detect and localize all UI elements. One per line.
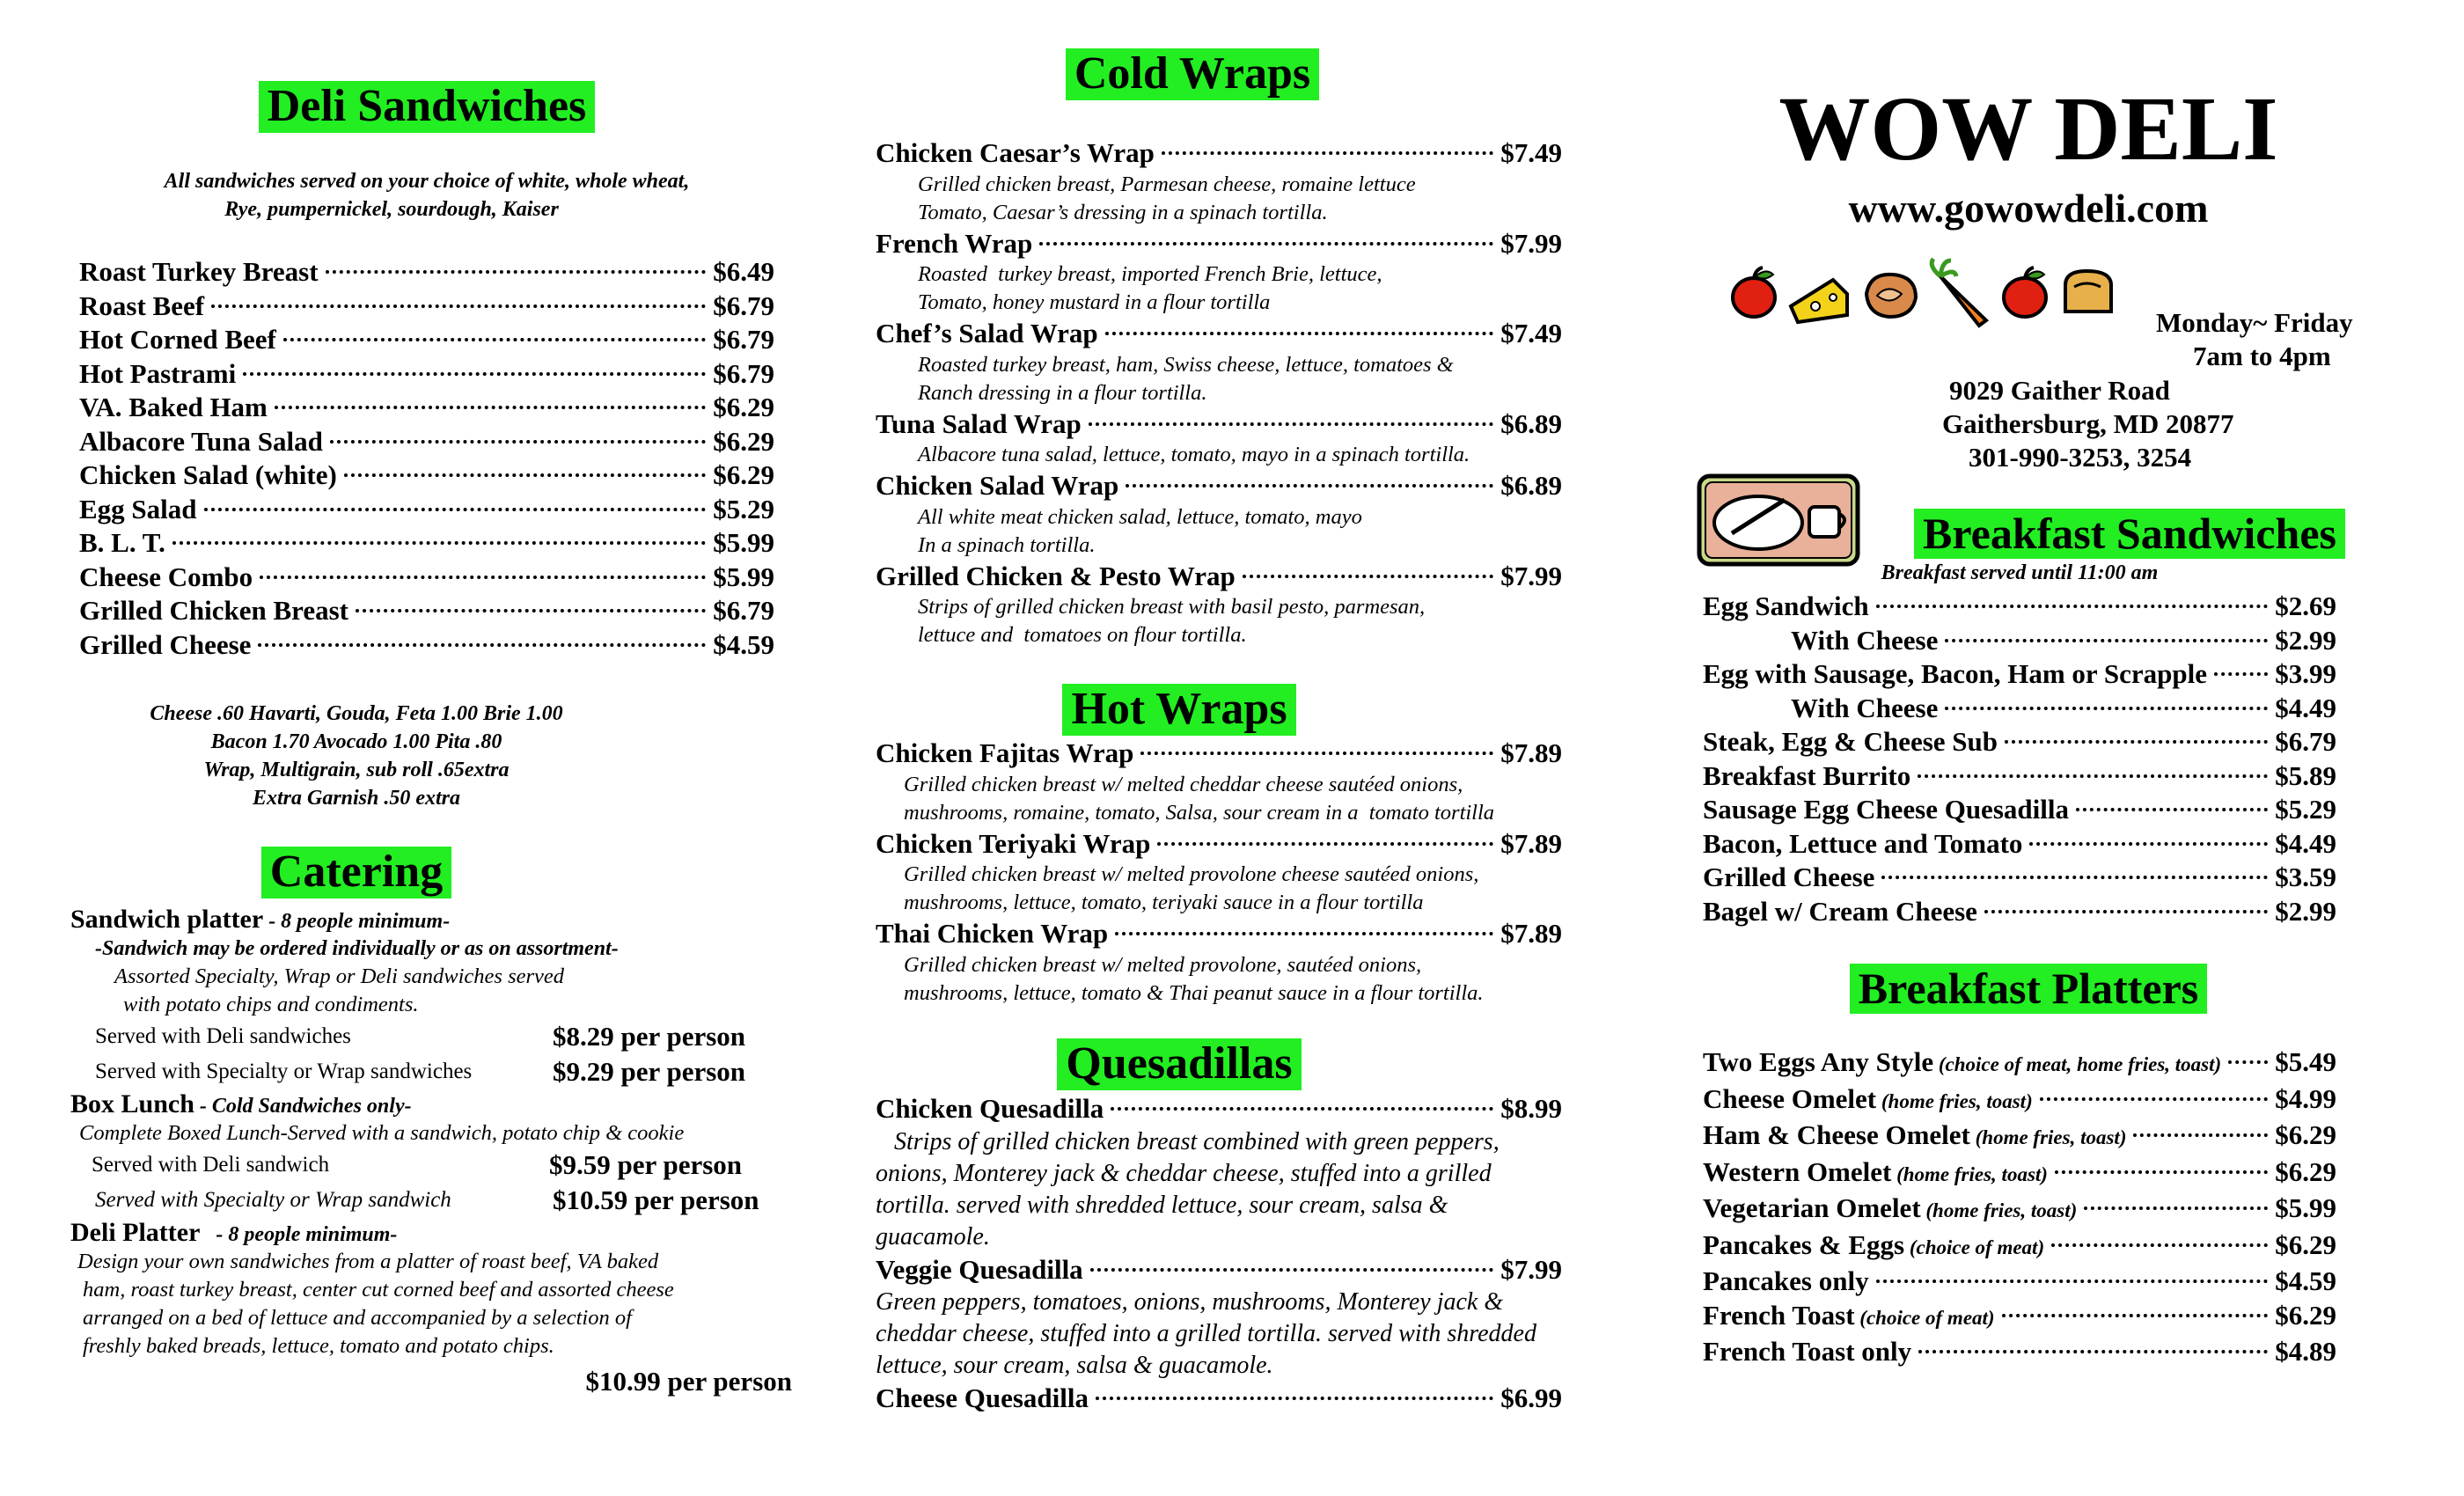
item-price: $6.29	[2275, 1299, 2336, 1331]
item-name	[876, 827, 1150, 862]
item-price: $7.89	[1500, 737, 1562, 768]
item-name	[1791, 624, 1938, 658]
item-description: mushrooms, lettuce, tomato, teriyaki sauce in a flour tortilla	[904, 891, 1424, 914]
item-name-text: Pancakes only	[1703, 1265, 1869, 1296]
platter-deli-label: Served with Deli sandwiches	[95, 1024, 351, 1048]
item-name-text: Egg with Sausage, Bacon, Ham or Scrapple	[1703, 658, 2207, 689]
breakfast-plate-icon	[1697, 473, 1860, 567]
item-name	[1703, 1045, 2221, 1082]
item-name	[79, 594, 348, 628]
item-description: All white meat chicken salad, lettuce, tomato, mayo	[918, 504, 1362, 529]
item-price: $4.59	[2275, 1265, 2336, 1296]
apple-icon	[1733, 268, 1775, 317]
item-name-text: Roast Beef	[79, 290, 205, 321]
item-price: $6.29	[2275, 1119, 2336, 1150]
breakfast-sandwich-item	[1703, 793, 2336, 827]
cold-wraps-heading: Cold Wraps	[1066, 48, 1319, 100]
leader-dots	[1140, 752, 1493, 755]
item-price: $6.99	[1500, 1382, 1562, 1413]
leader-dots	[1984, 910, 2268, 913]
quesadillas-heading: Quesadillas	[1057, 1038, 1301, 1090]
breakfast-sandwich-item	[1703, 725, 2336, 759]
item-price: $6.79	[713, 290, 774, 321]
item-note: (home fries, toast)	[1876, 1089, 2033, 1112]
leader-dots	[1918, 1350, 2268, 1353]
catering-heading: Catering	[261, 847, 451, 898]
leader-dots	[330, 440, 706, 444]
box-spec-price: $10.59 per person	[553, 1184, 759, 1215]
item-name	[79, 391, 268, 425]
leader-dots	[2002, 1314, 2269, 1317]
leader-dots	[1881, 876, 2268, 879]
item-price: $6.79	[713, 357, 774, 389]
deli-sandwich-list	[79, 255, 774, 662]
deli-sandwich-item	[79, 323, 774, 357]
item-price: $4.99	[2275, 1082, 2336, 1114]
deli-sandwich-item	[79, 357, 774, 392]
item-name	[876, 917, 1108, 951]
breakfast-sandwich-item	[1703, 657, 2336, 692]
item-price: $7.99	[1500, 227, 1562, 259]
platter-deli-price: $8.29 per person	[553, 1021, 746, 1052]
item-price: $6.29	[713, 459, 774, 490]
item-price: $4.49	[2275, 827, 2336, 859]
leader-dots	[258, 643, 706, 647]
breakfast-platter-item	[1703, 1335, 2336, 1369]
breakfast-platter-item	[1703, 1045, 2336, 1082]
deli-extras: Cheese .60 Havarti, Gouda, Feta 1.00 Brie 1.00 Bacon 1.70 Avocado 1.00 Pita .80 Wrap, Multigrain, sub roll .65extra Extra Garnish .50 extra	[150, 702, 563, 810]
leader-dots	[283, 338, 706, 341]
bread-icon	[2065, 271, 2111, 312]
quesadillas-list	[876, 1092, 1562, 1416]
item-name	[1703, 1082, 2033, 1119]
item-name	[876, 227, 1032, 261]
deli-sandwich-item	[79, 425, 774, 459]
item-price: $6.79	[713, 595, 774, 626]
item-price: $5.89	[2275, 759, 2336, 791]
breakfast-platter-item	[1703, 1228, 2336, 1265]
leader-dots	[2005, 740, 2268, 744]
hours: Monday~ Friday 7am to 4pm	[2156, 307, 2353, 371]
item-price: $6.29	[713, 392, 774, 422]
leader-dots	[1918, 774, 2268, 778]
item-name	[1703, 1192, 2077, 1228]
deli-sandwiches-heading: Deli Sandwiches	[259, 81, 596, 133]
item-note: (choice of meat, home fries, toast)	[1933, 1053, 2222, 1075]
deli-platter: Deli Platter - 8 people minimum-	[70, 1218, 398, 1247]
item-price: $4.49	[2275, 692, 2336, 723]
leader-dots	[1876, 1280, 2269, 1283]
item-name-text: Chicken Salad Wrap	[876, 470, 1119, 501]
item-name	[79, 425, 323, 459]
item-name	[1703, 1265, 1869, 1299]
item-name	[876, 136, 1155, 171]
item-name-text: Pancakes & Eggs	[1703, 1228, 1905, 1260]
leader-dots	[1945, 639, 2268, 642]
item-name-text: Thai Chicken Wrap	[876, 918, 1109, 949]
item-description: In a spinach tortilla.	[918, 532, 1096, 557]
hot-wrap-item	[876, 917, 1562, 951]
item-name	[876, 560, 1236, 594]
apple-icon	[2004, 268, 2046, 317]
item-name-text: Albacore Tuna Salad	[79, 425, 323, 457]
item-name-text: Two Eggs Any Style	[1703, 1046, 1934, 1077]
deli-platter-price: $10.99 per person	[585, 1366, 792, 1397]
item-name-text: Chicken Quesadilla	[876, 1093, 1104, 1124]
item-name-text: Western Omelet	[1703, 1155, 1892, 1187]
item-name-text: Chicken Fajitas Wrap	[876, 737, 1134, 768]
item-name-text: With Cheese	[1791, 624, 1939, 656]
leader-dots	[1115, 932, 1493, 935]
item-description: Roasted turkey breast, imported French Brie, lettuce,	[918, 262, 1382, 286]
deli-sandwich-item	[79, 628, 774, 663]
item-price: $4.89	[2275, 1336, 2336, 1367]
item-price: $6.29	[2275, 1155, 2336, 1187]
breakfast-sandwiches-list	[1703, 590, 2336, 928]
deli-sandwich-item	[79, 561, 774, 595]
item-name	[1703, 1299, 1995, 1336]
item-name	[79, 458, 337, 493]
cold-wrap-item	[876, 136, 1562, 171]
leader-dots	[2133, 1133, 2268, 1137]
platter-spec-price: $9.29 per person	[553, 1056, 746, 1087]
item-note: (home fries, toast)	[1969, 1126, 2127, 1148]
item-name	[876, 1253, 1083, 1287]
item-name-text: Chicken Salad (white)	[79, 459, 337, 490]
cold-wrap-item	[876, 407, 1562, 442]
leader-dots	[1157, 842, 1493, 846]
deli-sandwich-item	[79, 290, 774, 324]
item-name-text: Egg Salad	[79, 493, 197, 524]
box-spec-label: Served with Specialty or Wrap sandwich	[95, 1188, 451, 1212]
item-note: (choice of meat)	[1904, 1236, 2045, 1258]
item-name	[1703, 590, 1869, 624]
cold-wrap-item	[876, 469, 1562, 503]
item-note: (home fries, toast)	[1891, 1162, 2048, 1185]
item-name	[79, 526, 165, 561]
item-name-text: Hot Pastrami	[79, 357, 237, 389]
item-name-text: Bagel w/ Cream Cheese	[1703, 895, 1977, 927]
deli-sandwich-item	[79, 255, 774, 290]
item-name	[1703, 895, 1977, 929]
item-name-text: Tuna Salad Wrap	[876, 407, 1082, 439]
item-name-text: Vegetarian Omelet	[1703, 1192, 1921, 1223]
breakfast-note: Breakfast served until 11:00 am	[1881, 561, 2159, 584]
item-price: $5.99	[713, 561, 774, 592]
item-name-text: Bacon, Lettuce and Tomato	[1703, 827, 2023, 859]
item-name-text: French Toast	[1703, 1299, 1855, 1331]
item-price: $6.79	[713, 324, 774, 355]
item-description: Tomato, honey mustard in a flour tortilla	[918, 290, 1271, 314]
hot-wraps-heading: Hot Wraps	[1062, 684, 1295, 736]
item-name-text: Egg Sandwich	[1703, 590, 1869, 621]
item-name	[79, 357, 236, 392]
deli-sandwich-item	[79, 458, 774, 493]
leader-dots	[1876, 605, 2269, 608]
item-name	[876, 407, 1082, 442]
item-description: cheddar cheese, stuffed into a grilled tortilla. served with shredded	[876, 1320, 1536, 1347]
item-name	[79, 290, 204, 324]
leader-dots	[2029, 842, 2268, 846]
item-price: $2.99	[2275, 895, 2336, 927]
item-name-text: Cheese Quesadilla	[876, 1382, 1089, 1413]
leader-dots	[2084, 1206, 2268, 1210]
item-price: $7.99	[1500, 560, 1562, 591]
item-description: Albacore tuna salad, lettuce, tomato, mayo in a spinach tortilla.	[918, 443, 1470, 466]
leader-dots	[2214, 672, 2268, 676]
item-name-text: Roast Turkey Breast	[79, 256, 319, 287]
item-note: (home fries, toast)	[1920, 1199, 2078, 1221]
item-price: $3.59	[2275, 862, 2336, 892]
leader-dots	[344, 473, 706, 477]
box-deli-label: Served with Deli sandwich	[92, 1153, 330, 1177]
item-name	[79, 561, 253, 595]
leader-dots	[1039, 242, 1493, 246]
breakfast-platter-item	[1703, 1265, 2336, 1299]
item-name	[1703, 1155, 2048, 1192]
item-name-text: Cheese Omelet	[1703, 1082, 1877, 1114]
leader-dots	[1945, 707, 2268, 710]
breakfast-sandwich-item	[1703, 624, 2336, 658]
item-price: $7.99	[1500, 1253, 1562, 1285]
brand-website: www.gowowdeli.com	[1848, 186, 2209, 231]
item-name	[876, 317, 1098, 351]
leader-dots	[2051, 1243, 2268, 1247]
item-name-text: Chicken Teriyaki Wrap	[876, 827, 1151, 859]
sandwich-platter: Sandwich platter - 8 people minimum-	[70, 905, 451, 934]
item-name	[876, 1092, 1104, 1126]
item-price: $2.99	[2275, 624, 2336, 656]
item-price: $7.89	[1500, 827, 1562, 859]
platter-spec-label: Served with Specialty or Wrap sandwiches	[95, 1060, 473, 1083]
item-name-text: Veggie Quesadilla	[876, 1253, 1083, 1285]
leader-dots	[2040, 1097, 2269, 1101]
deli-sandwich-item	[79, 493, 774, 527]
item-price: $7.49	[1500, 318, 1562, 348]
leader-dots	[260, 576, 706, 579]
item-name	[1791, 692, 1938, 726]
item-name	[876, 469, 1118, 503]
deli-sandwich-item	[79, 391, 774, 425]
breakfast-platter-item	[1703, 1155, 2336, 1192]
item-name	[1703, 1228, 2044, 1265]
item-price: $7.49	[1500, 137, 1562, 168]
cold-wraps-list	[876, 136, 1562, 649]
breakfast-sandwich-item	[1703, 827, 2336, 862]
leader-dots	[275, 406, 706, 409]
leader-dots	[356, 609, 706, 612]
item-price: $5.29	[2275, 794, 2336, 825]
item-price: $8.99	[1500, 1093, 1562, 1124]
leader-dots	[1126, 484, 1493, 488]
item-description: Grilled chicken breast w/ melted cheddar cheese sautéed onions,	[904, 772, 1463, 796]
item-price: $5.29	[713, 493, 774, 524]
item-name-text: Steak, Egg & Cheese Sub	[1703, 726, 1998, 757]
item-note: (choice of meat)	[1854, 1306, 1995, 1329]
item-price: $6.79	[2275, 726, 2336, 757]
item-price: $6.29	[2275, 1228, 2336, 1260]
catering-section: Sandwich platter - 8 people minimum- -Sandwich may be ordered individually or as on assortment- Assorted Specialty, Wrap or Deli sandwiches served with potato chips and condiments. Served with Deli sandwiches $8.29 per person Served with Specialty or Wrap sandwiches $9.29 per person Box Lunch - Cold Sandwiches only- Complete Boxed Lunch-Served with a sandwich, potato chip & cookie Served with Deli sandwich $9.59 per person Served with Specialty or Wrap sandwich $10.59 per person Deli Platter - 8 people minimum- Design your own sandwiches from a platter of roast beef, VA baked ham, roast turkey breast, center cut corned beef and assorted cheese arranged on a bed of lettuce and accompanied by a selection of freshly baked breads, lettuce, tomato and potato chips. $10.99 per person	[70, 905, 792, 1397]
breakfast-sandwich-item	[1703, 692, 2336, 726]
breakfast-sandwiches-heading: Breakfast Sandwiches	[1914, 509, 2345, 559]
item-price: $7.89	[1500, 918, 1562, 949]
item-price: $2.69	[2275, 590, 2336, 621]
deli-sandwich-item	[79, 594, 774, 628]
item-name-text: French Toast only	[1703, 1336, 1912, 1367]
item-name	[1703, 759, 1910, 794]
item-name	[1703, 1118, 2126, 1155]
item-name-text: VA. Baked Ham	[79, 392, 268, 422]
item-description: guacamole.	[876, 1222, 990, 1250]
item-price: $3.99	[2275, 658, 2336, 689]
leader-dots	[1096, 1397, 1493, 1400]
brand-title: WOW DELI	[1778, 78, 2278, 180]
breakfast-sandwich-item	[1703, 895, 2336, 929]
leader-dots	[2076, 808, 2268, 811]
quesadilla-item	[876, 1092, 1562, 1126]
breakfast-sandwich-item	[1703, 590, 2336, 624]
breakfast-sandwich-item	[1703, 759, 2336, 794]
item-price: $5.99	[713, 527, 774, 558]
leader-dots	[1089, 422, 1493, 426]
item-name-text: Sausage Egg Cheese Quesadilla	[1703, 794, 2069, 825]
hot-wraps-list	[876, 737, 1562, 1008]
item-description: Green peppers, tomatoes, onions, mushrooms, Monterey jack &	[876, 1288, 1504, 1316]
item-price: $5.49	[2275, 1046, 2336, 1077]
item-name-text: With Cheese	[1791, 692, 1939, 723]
leader-dots	[1090, 1268, 1494, 1272]
item-description: tortilla. served with shredded lettuce, sour cream, salsa &	[876, 1191, 1448, 1219]
hot-wrap-item	[876, 737, 1562, 771]
leader-dots	[2055, 1170, 2268, 1174]
item-description: mushrooms, lettuce, tomato & Thai peanut sauce in a flour tortilla.	[904, 980, 1484, 1005]
item-name-text: Grilled Cheese	[79, 628, 252, 660]
quesadilla-item	[876, 1253, 1562, 1287]
carrot-icon	[1932, 259, 1986, 326]
item-name-text: B. L. T.	[79, 527, 165, 558]
item-name	[1703, 793, 2069, 827]
item-name	[79, 323, 276, 357]
item-name-text: Chicken Caesar’s Wrap	[876, 137, 1155, 168]
item-price: $6.89	[1500, 470, 1562, 501]
item-name-text: Chef’s Salad Wrap	[876, 318, 1098, 348]
deli-sandwich-item	[79, 526, 774, 561]
item-name-text: Grilled Chicken Breast	[79, 595, 348, 626]
item-name	[1703, 725, 1998, 759]
item-name	[1703, 861, 1874, 895]
breakfast-platters-list	[1703, 1045, 2336, 1369]
deli-note: All sandwiches served on your choice of white, whole wheat, Rye, pumpernickel, sourdough, Kaiser	[164, 170, 690, 221]
box-deli-price: $9.59 per person	[549, 1149, 743, 1180]
cheese-icon	[1791, 280, 1847, 322]
leader-dots	[1105, 332, 1494, 335]
item-description: mushrooms, romaine, tomato, Salsa, sour cream in a tomato tortilla	[904, 800, 1495, 825]
item-name	[876, 1382, 1089, 1416]
item-name	[79, 255, 319, 290]
leader-dots	[172, 541, 706, 545]
item-name-text: Grilled Chicken & Pesto Wrap	[876, 560, 1236, 591]
item-description: Roasted turkey breast, ham, Swiss cheese, lettuce, tomatoes &	[918, 352, 1454, 377]
item-name	[876, 737, 1133, 771]
leader-dots	[211, 304, 706, 308]
item-description: lettuce and tomatoes on flour tortilla.	[918, 623, 1247, 647]
item-price: $6.49	[713, 256, 774, 287]
item-name-text: French Wrap	[876, 227, 1033, 259]
food-icons	[1720, 255, 2143, 334]
leader-dots	[1162, 151, 1493, 155]
item-description: Grilled chicken breast, Parmesan cheese, romaine lettuce	[918, 172, 1416, 196]
breakfast-platter-item	[1703, 1082, 2336, 1119]
item-description: Ranch dressing in a flour tortilla.	[918, 380, 1207, 405]
breakfast-platter-item	[1703, 1192, 2336, 1228]
item-description: Strips of grilled chicken breast combined with green peppers,	[876, 1127, 1500, 1155]
leader-dots	[1243, 575, 1494, 578]
cold-wrap-item	[876, 560, 1562, 594]
item-name	[1703, 657, 2207, 692]
item-name	[1703, 1335, 1911, 1369]
item-description: Strips of grilled chicken breast with basil pesto, parmesan,	[918, 595, 1426, 619]
cold-wrap-item	[876, 227, 1562, 261]
item-name-text: Hot Corned Beef	[79, 324, 276, 355]
quesadilla-item	[876, 1382, 1562, 1416]
item-price: $5.99	[2275, 1192, 2336, 1223]
breakfast-sandwich-item	[1703, 861, 2336, 895]
breakfast-platter-item	[1703, 1299, 2336, 1336]
address: 9029 Gaither Road Gaithersburg, MD 20877 301-990-3253, 3254	[1942, 375, 2234, 473]
item-name-text: Breakfast Burrito	[1703, 759, 1911, 791]
item-description: Grilled chicken breast w/ melted provolone cheese sautéed onions,	[904, 862, 1479, 886]
box-lunch: Box Lunch - Cold Sandwiches only-	[70, 1089, 412, 1118]
item-description: lettuce, sour cream, salsa & guacamole.	[876, 1352, 1273, 1379]
leader-dots	[243, 372, 706, 376]
item-name	[79, 628, 251, 663]
leader-dots	[1111, 1107, 1493, 1111]
hot-wrap-item	[876, 827, 1562, 862]
item-price: $6.89	[1500, 407, 1562, 439]
cold-wrap-item	[876, 317, 1562, 351]
leader-dots	[204, 508, 707, 511]
item-name-text: Grilled Cheese	[1703, 862, 1875, 892]
item-description: onions, Monterey jack & cheddar cheese, stuffed into a grilled	[876, 1159, 1492, 1187]
item-price: $6.29	[713, 425, 774, 457]
ham-icon	[1866, 275, 1916, 317]
leader-dots	[326, 270, 707, 274]
breakfast-platters-heading: Breakfast Platters	[1850, 964, 2207, 1014]
item-description: Grilled chicken breast w/ melted provolone, sautéed onions,	[904, 952, 1422, 977]
breakfast-platter-item	[1703, 1118, 2336, 1155]
item-name	[79, 493, 197, 527]
leader-dots	[2228, 1060, 2268, 1064]
item-name-text: Ham & Cheese Omelet	[1703, 1119, 1970, 1150]
item-name	[1703, 827, 2022, 862]
item-name-text: Cheese Combo	[79, 561, 253, 592]
item-description: Tomato, Caesar’s dressing in a spinach tortilla.	[918, 200, 1328, 224]
item-price: $4.59	[713, 628, 774, 660]
